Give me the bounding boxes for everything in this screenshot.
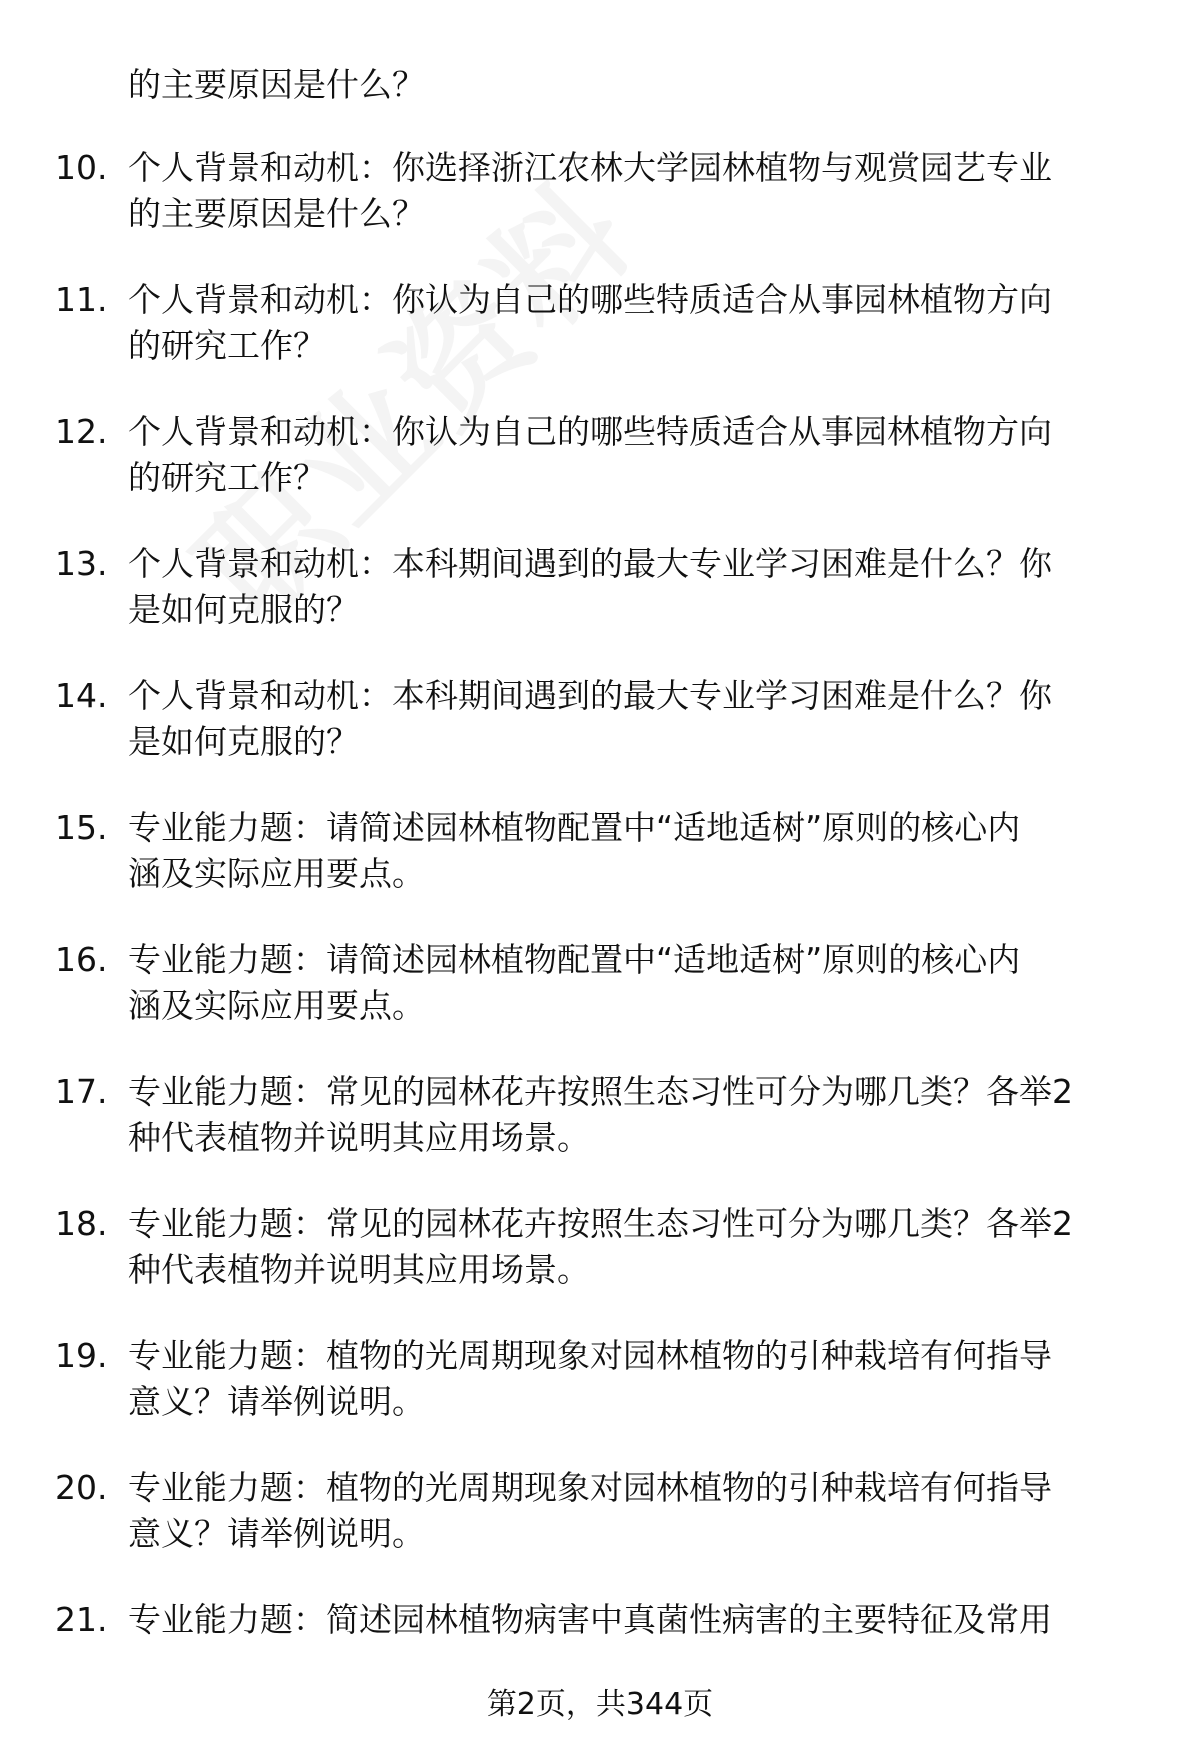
- question-line: 的研究工作？: [128, 326, 326, 365]
- question-number: 21.: [55, 1600, 108, 1639]
- question-line: 个人背景和动机：本科期间遇到的最大专业学习困难是什么？你: [128, 544, 1052, 583]
- question-number: 17.: [55, 1072, 108, 1111]
- question-item: [0, 1465, 1200, 1597]
- question-line: 是如何克服的？: [128, 590, 359, 629]
- question-number: 15.: [55, 808, 108, 847]
- question-text: [128, 1201, 1158, 1293]
- question-line: 专业能力题：请简述园林植物配置中“适地适树”原则的核心内: [128, 808, 1021, 847]
- question-line: 意义？请举例说明。: [128, 1382, 425, 1421]
- question-number: 18.: [55, 1204, 108, 1243]
- question-line: 涵及实际应用要点。: [128, 986, 425, 1025]
- question-line: 专业能力题：请简述园林植物配置中“适地适树”原则的核心内: [128, 940, 1021, 979]
- question-item: [0, 1069, 1200, 1201]
- question-number: 14.: [55, 676, 108, 715]
- question-line: 的研究工作？: [128, 458, 326, 497]
- question-item: [0, 673, 1200, 805]
- question-number: 10.: [55, 148, 108, 187]
- question-text: [128, 277, 1158, 369]
- question-text: [128, 937, 1158, 1029]
- question-line: 的主要原因是什么？: [128, 194, 425, 233]
- question-list: [0, 145, 1200, 1729]
- question-line: 个人背景和动机：本科期间遇到的最大专业学习困难是什么？你: [128, 676, 1052, 715]
- question-line: 专业能力题：常见的园林花卉按照生态习性可分为哪几类？各举2: [128, 1204, 1073, 1243]
- question-number: 19.: [55, 1336, 108, 1375]
- question-number: 20.: [55, 1468, 108, 1507]
- question-item: [0, 277, 1200, 409]
- question-line: 是如何克服的？: [128, 722, 359, 761]
- question-item: [0, 409, 1200, 541]
- question-number: 12.: [55, 412, 108, 451]
- question-text: [128, 805, 1158, 897]
- question-text: [128, 409, 1158, 501]
- question-line: 涵及实际应用要点。: [128, 854, 425, 893]
- question-item: [0, 1333, 1200, 1465]
- page-footer: 第2页，共344页: [486, 1687, 714, 1722]
- question-line: 种代表植物并说明其应用场景。: [128, 1118, 590, 1157]
- question-number: 16.: [55, 940, 108, 979]
- question-text: [128, 1465, 1158, 1557]
- question-line: 种代表植物并说明其应用场景。: [128, 1250, 590, 1289]
- question-item: [0, 145, 1200, 277]
- question-item: [0, 937, 1200, 1069]
- question-number: 13.: [55, 544, 108, 583]
- question-text: [128, 145, 1158, 237]
- continuation-line: 的主要原因是什么？: [128, 65, 425, 104]
- question-item: [0, 805, 1200, 937]
- question-text: [128, 1597, 1158, 1643]
- question-line: 专业能力题：植物的光周期现象对园林植物的引种栽培有何指导: [128, 1468, 1052, 1507]
- question-text: [128, 673, 1158, 765]
- question-item: [0, 541, 1200, 673]
- question-line: 专业能力题：简述园林植物病害中真菌性病害的主要特征及常用: [128, 1600, 1052, 1639]
- question-number: 11.: [55, 280, 108, 319]
- question-item: [0, 1201, 1200, 1333]
- question-line: 专业能力题：常见的园林花卉按照生态习性可分为哪几类？各举2: [128, 1072, 1073, 1111]
- question-line: 个人背景和动机：你认为自己的哪些特质适合从事园林植物方向: [128, 412, 1052, 451]
- question-line: 专业能力题：植物的光周期现象对园林植物的引种栽培有何指导: [128, 1336, 1052, 1375]
- question-text: [128, 1069, 1158, 1161]
- question-text: [128, 541, 1158, 633]
- question-line: 意义？请举例说明。: [128, 1514, 425, 1553]
- question-line: 个人背景和动机：你选择浙江农林大学园林植物与观赏园艺专业: [128, 148, 1052, 187]
- question-text: [128, 1333, 1158, 1425]
- question-line: 个人背景和动机：你认为自己的哪些特质适合从事园林植物方向: [128, 280, 1052, 319]
